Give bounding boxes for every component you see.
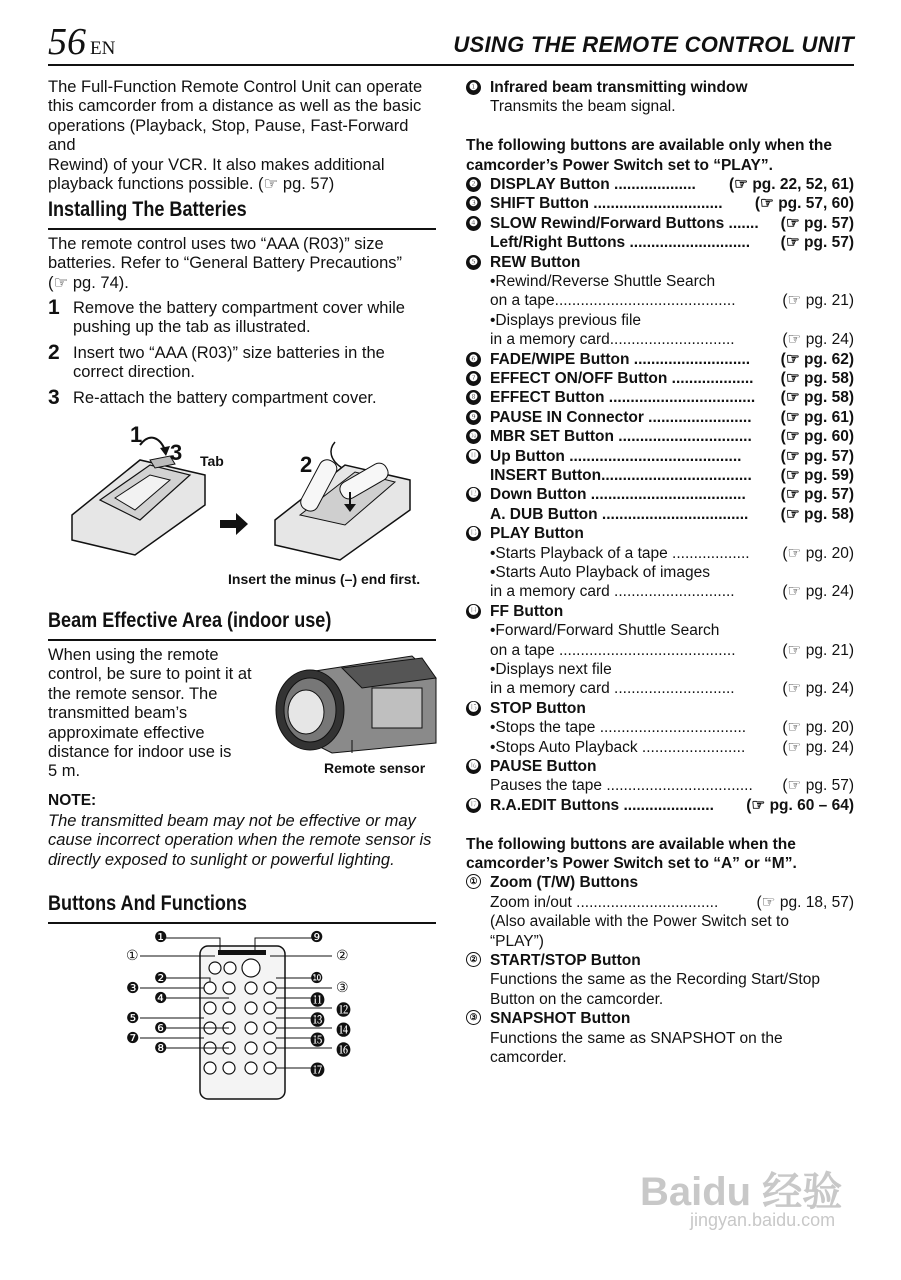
function-label: SLOW Rewind/Forward Buttons ....... (490, 214, 759, 232)
function-label: Transmits the beam signal. (490, 98, 676, 116)
function-label: DISPLAY Button ................... (490, 176, 696, 193)
function-label: Infrared beam transmitting window (490, 79, 748, 96)
function-label: on a tape ......................................... (490, 641, 736, 659)
function-label: Button on the camcorder. (490, 990, 664, 1008)
note-line: directly exposed to sunlight or powerful lighting. (48, 850, 395, 869)
note-line: The transmitted beam may not be effective or may (48, 812, 416, 830)
remote-diagram (120, 926, 370, 1101)
callout-10: ❿ (310, 970, 324, 987)
function-label: •Stops Auto Playback ........................ (490, 738, 746, 756)
number-badge: ⓫ (466, 449, 481, 464)
function-label: (Also available with the Power Switch set to (490, 913, 789, 931)
beam-line: the remote sensor. The (48, 684, 218, 703)
callout-17: ⓱ (310, 1062, 326, 1079)
page-reference: (☞ pg. 57) (780, 486, 854, 504)
page-reference: (☞ pg. 24) (782, 680, 854, 698)
function-label: FF Button (490, 602, 564, 620)
callout-16: ⓰ (336, 1042, 352, 1059)
function-label: REW Button (490, 253, 581, 271)
function-label: in a memory card ............................ (490, 583, 735, 601)
number-badge: ② (466, 952, 481, 967)
note-text (48, 812, 440, 870)
install-step-1 (48, 296, 438, 338)
page-reference: (☞ pg. 57) (780, 214, 854, 232)
section-rule (48, 228, 436, 230)
page-reference: (☞ pg. 24) (782, 583, 854, 601)
number-badge: ❾ (466, 410, 481, 425)
fig-number-1: 1 (130, 422, 143, 447)
function-label: Functions the same as the Recording Start/Stop (490, 971, 820, 989)
page-reference: (☞ pg. 57) (780, 447, 854, 465)
function-label: SNAPSHOT Button (490, 1010, 631, 1028)
heading-beam-area: Beam Effective Area (indoor use) (48, 609, 332, 632)
number-badge: ❶ (466, 80, 481, 95)
install-step-3 (48, 386, 438, 409)
heading-installing-batteries: Installing The Batteries (48, 198, 247, 221)
number-badge: ❼ (466, 371, 481, 386)
install-line: (☞ pg. 74). (48, 273, 129, 292)
step-line: pushing up the tab as illustrated. (73, 318, 311, 337)
intro-line: playback functions possible. (☞ pg. 57) (48, 175, 335, 194)
callout-8: ❽ (154, 1040, 168, 1057)
page-reference: (☞ pg. 21) (782, 641, 854, 659)
intro-line: operations (Playback, Stop, Pause, Fast-Forward and (48, 116, 409, 155)
function-label: SHIFT Button .............................. (490, 195, 723, 213)
number-badge: ❸ (466, 196, 481, 211)
function-label: •Stops the tape .................................. (490, 719, 747, 737)
beam-text (48, 646, 278, 782)
number-badge: ⓮ (466, 604, 481, 619)
function-label: The following buttons are available when the (466, 835, 796, 853)
step-line: Remove the battery compartment cover while (73, 299, 405, 317)
step-number: 2 (48, 341, 60, 364)
function-label: A. DUB Button .................................. (490, 505, 749, 523)
page-reference: (☞ pg. 60 – 64) (746, 796, 854, 814)
number-badge: ① (466, 874, 481, 889)
intro-line: this camcorder from a distance as well as the basic (48, 97, 422, 116)
function-label: MBR SET Button ............................... (490, 428, 752, 446)
page-number: 56 EN (48, 21, 116, 63)
callout-2: ❷ (154, 970, 168, 987)
page-reference: (☞ pg. 57) (780, 234, 854, 252)
callout-12: ⓬ (336, 1002, 352, 1019)
number-badge: ⓯ (466, 701, 481, 716)
step-line: Re-attach the battery compartment cover. (73, 389, 377, 407)
function-label: START/STOP Button (490, 952, 641, 969)
function-label: •Rewind/Reverse Shuttle Search (490, 273, 716, 290)
number-badge: ⓬ (466, 487, 481, 502)
intro-line: Rewind) of your VCR. It also makes additional (48, 155, 385, 174)
callout-start-stop: ② (336, 947, 349, 963)
camcorder-illustration (272, 648, 438, 758)
callout-snapshot: ③ (336, 979, 349, 995)
fig-number-3: 3 (170, 440, 183, 465)
note-title: NOTE: (48, 792, 97, 809)
number-badge: ❽ (466, 390, 481, 405)
callout-14: ⓮ (336, 1022, 352, 1039)
section-rule (48, 922, 436, 924)
function-label: Down Button .................................... (490, 486, 746, 504)
function-label: Up Button ........................................ (490, 447, 742, 465)
function-label: The following buttons are available only when the (466, 137, 833, 155)
page-reference: (☞ pg. 24) (782, 331, 854, 349)
function-label: in a memory card ............................ (490, 680, 735, 698)
lang-code: EN (90, 38, 116, 59)
page-reference: (☞ pg. 21) (782, 292, 854, 310)
install-line: The remote control uses two “AAA (R03)” size (48, 235, 384, 253)
function-label: INSERT Button................................... (490, 467, 752, 484)
function-label: EFFECT Button .................................. (490, 389, 756, 407)
page-reference: (☞ pg. 22, 52, 61) (728, 176, 854, 193)
function-label: STOP Button (490, 699, 586, 717)
header-rule (48, 64, 854, 66)
function-label: Zoom in/out ................................. (490, 893, 719, 911)
install-line: batteries. Refer to “General Battery Precautions” (48, 254, 402, 273)
callout-4: ❹ (154, 990, 168, 1007)
function-label: Zoom (T/W) Buttons (490, 874, 639, 892)
note-line: cause incorrect operation when the remote sensor is (48, 831, 432, 850)
fig-number-2: 2 (300, 452, 313, 477)
function-label: R.A.EDIT Buttons ..................... (490, 796, 714, 814)
beam-line: 5 m. (48, 762, 81, 781)
beam-line: When using the remote (48, 646, 219, 664)
number-badge: ③ (466, 1010, 481, 1025)
beam-line: approximate effective (48, 723, 205, 742)
number-badge: ⓱ (466, 798, 481, 813)
page-reference: (☞ pg. 58) (780, 505, 854, 523)
function-label: PLAY Button (490, 525, 584, 543)
page-reference: (☞ pg. 61) (780, 408, 854, 426)
battery-figure (60, 420, 440, 590)
callout-9: ❾ (310, 929, 324, 946)
install-text (48, 235, 438, 293)
function-label: camcorder. (490, 1049, 567, 1066)
function-label: •Starts Playback of a tape .................. (490, 544, 750, 562)
function-label: Pauses the tape .................................. (490, 777, 753, 795)
number-badge: ⓰ (466, 759, 481, 774)
heading-buttons-functions: Buttons And Functions (48, 892, 247, 915)
callout-6: ❻ (154, 1020, 168, 1037)
page-reference: (☞ pg. 62) (780, 350, 854, 368)
page-reference: (☞ pg. 57, 60) (754, 195, 854, 213)
camcorder-figure (272, 648, 438, 780)
section-rule (48, 639, 436, 641)
install-step-2 (48, 341, 438, 383)
number-badge: ❿ (466, 429, 481, 444)
step-line: Insert two “AAA (R03)” size batteries in the (73, 344, 385, 362)
function-label: in a memory card............................. (490, 331, 735, 349)
callout-zoom: ① (126, 947, 139, 963)
page-reference: (☞ pg. 18, 57) (756, 893, 854, 911)
intro-line: The Full-Function Remote Control Unit can operate (48, 78, 423, 96)
remote-illustration (120, 926, 370, 1101)
page-reference: (☞ pg. 59) (780, 467, 854, 484)
function-label: FADE/WIPE Button ........................... (490, 350, 751, 368)
page-reference: (☞ pg. 60) (780, 428, 854, 446)
callout-15: ⓯ (310, 1032, 326, 1049)
beam-line: transmitted beam’s (48, 704, 188, 723)
intro-paragraph (48, 78, 438, 194)
function-label: camcorder’s Power Switch set to “PLAY”. (466, 156, 773, 174)
step-number: 3 (48, 386, 60, 409)
page-title: USING THE REMOTE CONTROL UNIT (453, 32, 854, 57)
function-label: “PLAY”) (490, 932, 544, 950)
beam-line: distance for indoor use is (48, 743, 232, 762)
callout-7: ❼ (126, 1030, 140, 1047)
fig-caption: Insert the minus (–) end first. (228, 571, 421, 587)
page-reference: (☞ pg. 20) (782, 544, 854, 562)
page-reference: (☞ pg. 58) (780, 389, 854, 407)
function-label: Functions the same as SNAPSHOT on the (490, 1029, 783, 1047)
function-label: •Displays previous file (490, 311, 642, 329)
function-label: Left/Right Buttons ............................ (490, 234, 751, 252)
callout-3: ❸ (126, 980, 140, 997)
number-badge: ❹ (466, 216, 481, 231)
function-label: camcorder’s Power Switch set to “A” or “M”. (466, 855, 797, 872)
callout-11: ⓫ (310, 992, 326, 1009)
function-label: EFFECT ON/OFF Button ................... (490, 370, 754, 387)
callout-1: ❶ (154, 929, 168, 946)
number-badge: ❺ (466, 255, 481, 270)
number-badge: ❷ (466, 177, 481, 192)
beam-line: control, be sure to point it at (48, 665, 252, 684)
function-label: •Forward/Forward Shuttle Search (490, 622, 720, 640)
function-label: PAUSE Button (490, 758, 597, 775)
function-label: on a tape.......................................... (490, 292, 736, 310)
step-line: correct direction. (73, 363, 195, 382)
function-label: •Starts Auto Playback of images (490, 564, 710, 581)
watermark-url: jingyan.baidu.com (690, 1210, 836, 1230)
step-number: 1 (48, 296, 60, 319)
battery-illustration (60, 420, 440, 570)
page-reference: (☞ pg. 20) (782, 719, 854, 737)
page-reference: (☞ pg. 58) (780, 370, 854, 387)
number-badge: ❻ (466, 352, 481, 367)
fig-label-tab: Tab (200, 453, 224, 469)
callout-13: ⓭ (310, 1012, 326, 1029)
right-column (466, 78, 854, 1068)
function-label: •Displays next file (490, 661, 612, 678)
page-reference: (☞ pg. 57) (782, 777, 854, 795)
remote-sensor-label: Remote sensor (324, 760, 426, 776)
callout-5: ❺ (126, 1010, 140, 1027)
number-badge: ⓭ (466, 526, 481, 541)
watermark-brand: Baidu 经验 (640, 1170, 843, 1214)
page-reference: (☞ pg. 24) (782, 738, 854, 756)
function-label: PAUSE IN Connector ........................ (490, 408, 752, 426)
